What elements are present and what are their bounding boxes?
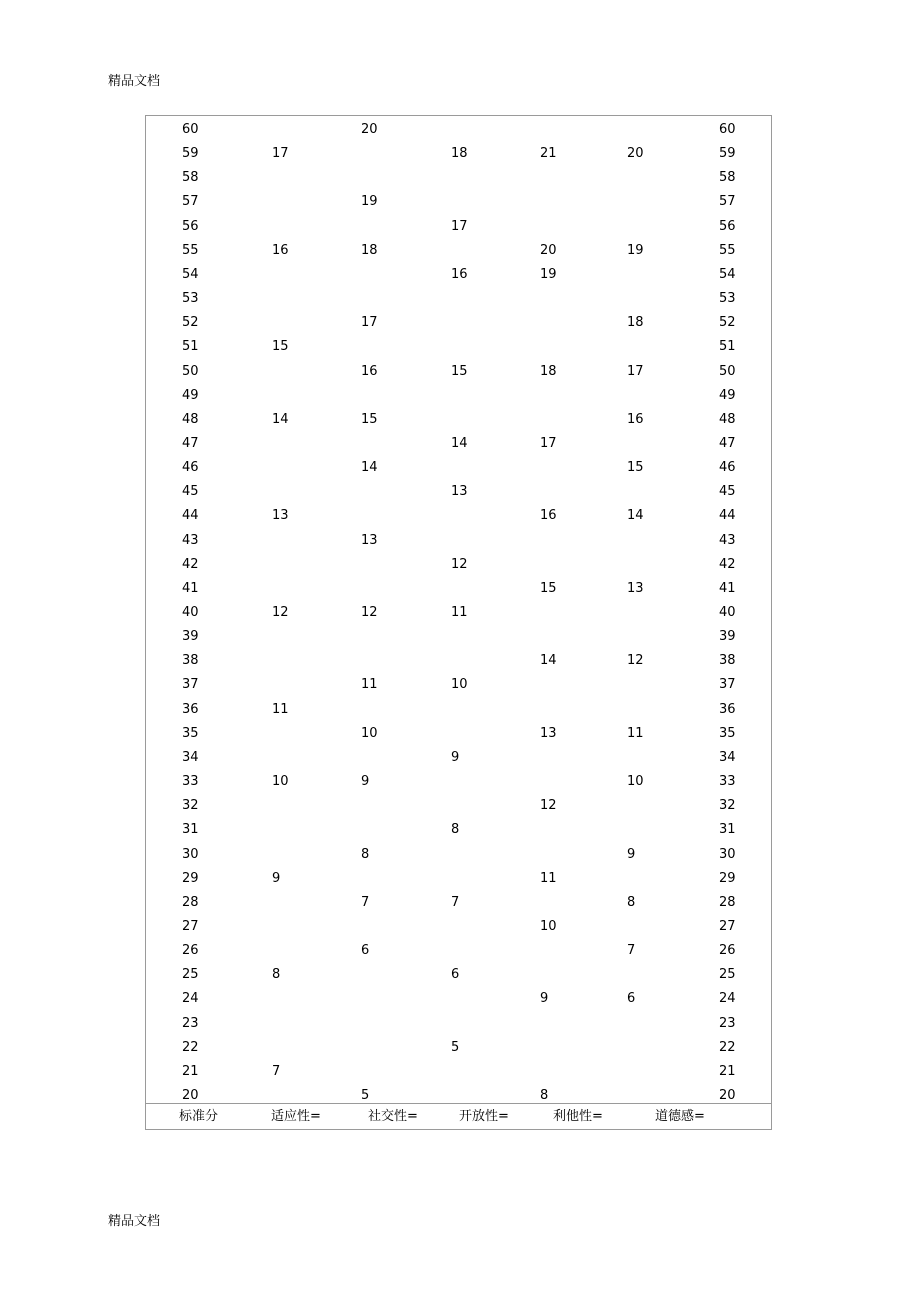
table-cell: 43 [719,532,736,548]
table-cell: 20 [361,122,378,137]
table-cell: 24 [182,991,199,1007]
table-row [146,266,771,284]
table-cell: 7 [272,1063,281,1079]
table-row [146,604,771,622]
table-cell: 17 [272,146,289,162]
table-row [146,701,771,719]
table-cell: 15 [272,339,289,355]
table-cell: 28 [719,894,736,910]
table-cell: 18 [451,146,468,162]
table-cell: 32 [182,798,199,814]
table-row [146,169,771,187]
table-cell: 26 [719,943,736,959]
table-cell: 13 [627,580,644,596]
table-row [146,435,771,453]
table-row [146,145,771,163]
table-cell: 49 [182,387,199,403]
table-cell: 12 [272,605,289,620]
table-cell: 41 [182,580,199,596]
table-cell: 15 [361,411,378,427]
table-cell: 51 [719,339,736,355]
footer-label-standard-score: 标准分 [179,1109,219,1124]
table-cell: 26 [182,943,199,959]
table-cell: 17 [540,435,557,451]
table-row [146,990,771,1008]
table-row [146,242,771,260]
table-cell: 6 [451,967,460,983]
table-cell: 21 [540,146,557,162]
table-cell: 31 [182,822,199,838]
table-row [146,894,771,912]
table-cell: 8 [627,894,636,910]
table-cell: 47 [719,435,736,451]
table-cell: 48 [719,411,736,427]
table-cell: 14 [451,435,468,451]
table-cell: 11 [540,870,557,886]
table-row [146,628,771,646]
table-cell: 34 [719,749,736,765]
table-row [146,676,771,694]
table-cell: 55 [719,242,736,258]
table-cell: 37 [182,677,199,693]
table-row [146,338,771,356]
table-row [146,1015,771,1033]
table-cell: 17 [451,218,468,234]
table-cell: 27 [182,918,199,934]
table-row [146,870,771,888]
table-cell: 58 [719,170,736,186]
table-cell: 9 [451,749,460,765]
table-cell: 56 [182,218,199,234]
table-cell: 51 [182,339,199,355]
table-cell: 14 [272,411,289,427]
table-cell: 8 [361,846,370,862]
table-cell: 19 [627,242,644,258]
table-cell: 20 [719,1088,736,1103]
table-cell: 17 [361,315,378,331]
table-cell: 29 [182,870,199,886]
table-cell: 16 [361,363,378,379]
table-cell: 14 [361,460,378,476]
table-row [146,797,771,815]
table-cell: 53 [182,291,199,306]
table-cell: 59 [182,146,199,162]
table-row [146,966,771,984]
table-cell: 17 [627,363,644,379]
table-cell: 18 [361,242,378,258]
footer-label-altruism: 利他性= [553,1109,603,1124]
table-cell: 9 [272,870,281,886]
table-cell: 9 [361,774,370,789]
table-cell: 33 [182,774,199,789]
table-cell: 10 [272,774,289,789]
table-cell: 28 [182,894,199,910]
footer-label-morality: 道德感= [655,1109,705,1124]
table-cell: 15 [627,460,644,476]
table-cell: 59 [719,146,736,162]
table-row [146,411,771,429]
table-cell: 16 [272,242,289,258]
table-row [146,314,771,332]
table-cell: 10 [627,774,644,789]
table-cell: 13 [451,484,468,500]
table-cell: 57 [719,194,736,210]
table-cell: 35 [719,725,736,741]
table-cell: 20 [182,1088,199,1103]
table-cell: 14 [627,508,644,524]
table-cell: 46 [719,460,736,476]
table-row [146,507,771,525]
table-cell: 54 [182,266,199,282]
table-cell: 45 [182,484,199,500]
table-cell: 22 [182,1039,199,1055]
table-cell: 12 [540,798,557,814]
table-cell: 47 [182,435,199,451]
score-conversion-table [145,115,772,1130]
table-row [146,846,771,864]
table-cell: 16 [540,508,557,524]
table-cell: 12 [627,653,644,669]
table-cell: 43 [182,532,199,548]
table-cell: 16 [451,266,468,282]
table-cell: 18 [540,363,557,379]
table-cell: 40 [719,605,736,620]
table-cell: 25 [719,967,736,983]
table-cell: 15 [540,580,557,596]
table-cell: 55 [182,242,199,258]
table-cell: 12 [451,556,468,572]
table-row [146,1063,771,1081]
table-cell: 9 [627,846,636,862]
table-cell: 53 [719,291,736,306]
table-row [146,918,771,936]
table-cell: 42 [182,556,199,572]
table-row [146,580,771,598]
table-cell: 31 [719,822,736,838]
table-cell: 11 [451,605,468,620]
table-row [146,556,771,574]
table-cell: 23 [182,1015,199,1031]
table-cell: 60 [182,122,199,137]
table-row [146,483,771,501]
table-cell: 38 [719,653,736,669]
table-row [146,290,771,308]
table-cell: 38 [182,653,199,669]
table-row [146,821,771,839]
table-cell: 44 [719,508,736,524]
footer-label-adaptability: 适应性= [271,1109,321,1124]
table-row [146,652,771,670]
table-cell: 54 [719,266,736,282]
table-cell: 60 [719,122,736,137]
table-cell: 29 [719,870,736,886]
table-row [146,363,771,381]
table-cell: 19 [540,266,557,282]
table-cell: 36 [182,701,199,717]
table-cell: 6 [627,991,636,1007]
table-cell: 58 [182,170,199,186]
table-cell: 37 [719,677,736,693]
table-cell: 8 [540,1088,549,1103]
table-cell: 56 [719,218,736,234]
footer-label-openness: 开放性= [459,1109,509,1124]
table-row [146,773,771,791]
table-cell: 11 [272,701,289,717]
table-row [146,942,771,960]
table-cell: 33 [719,774,736,789]
table-cell: 8 [451,822,460,838]
table-cell: 50 [719,363,736,379]
table-cell: 10 [451,677,468,693]
table-cell: 50 [182,363,199,379]
table-cell: 20 [540,242,557,258]
table-cell: 40 [182,605,199,620]
page-header: 精品文档 [108,74,161,89]
table-cell: 24 [719,991,736,1007]
table-row [146,532,771,550]
table-cell: 7 [451,894,460,910]
table-cell: 46 [182,460,199,476]
table-cell: 15 [451,363,468,379]
table-row [146,459,771,477]
table-row [146,218,771,236]
table-cell: 18 [627,315,644,331]
table-cell: 19 [361,194,378,210]
table-cell: 9 [540,991,549,1007]
table-cell: 42 [719,556,736,572]
table-cell: 34 [182,749,199,765]
table-cell: 48 [182,411,199,427]
table-cell: 35 [182,725,199,741]
table-cell: 57 [182,194,199,210]
table-cell: 7 [361,894,370,910]
table-cell: 52 [719,315,736,331]
table-cell: 30 [182,846,199,862]
table-footer-row [146,1108,771,1126]
table-cell: 39 [182,629,199,645]
table-cell: 6 [361,943,370,959]
table-row [146,749,771,767]
table-cell: 45 [719,484,736,500]
table-cell: 27 [719,918,736,934]
table-cell: 20 [627,146,644,162]
table-cell: 30 [719,846,736,862]
table-cell: 32 [719,798,736,814]
table-cell: 39 [719,629,736,645]
table-divider [146,1103,771,1104]
table-row [146,121,771,139]
table-cell: 16 [627,411,644,427]
table-cell: 13 [361,532,378,548]
table-cell: 44 [182,508,199,524]
table-row [146,193,771,211]
table-cell: 7 [627,943,636,959]
table-cell: 12 [361,605,378,620]
table-cell: 23 [719,1015,736,1031]
table-cell: 10 [540,918,557,934]
table-cell: 52 [182,315,199,331]
table-cell: 36 [719,701,736,717]
table-cell: 13 [540,725,557,741]
table-row [146,1039,771,1057]
table-cell: 21 [719,1063,736,1079]
table-cell: 49 [719,387,736,403]
table-cell: 8 [272,967,281,983]
footer-label-sociability: 社交性= [368,1109,418,1124]
table-cell: 5 [451,1039,460,1055]
table-cell: 11 [627,725,644,741]
table-row [146,725,771,743]
page-footer: 精品文档 [108,1214,161,1229]
table-cell: 25 [182,967,199,983]
table-cell: 14 [540,653,557,669]
table-cell: 21 [182,1063,199,1079]
table-row [146,387,771,405]
table-cell: 41 [719,580,736,596]
table-cell: 13 [272,508,289,524]
table-cell: 5 [361,1088,370,1103]
table-cell: 22 [719,1039,736,1055]
table-cell: 11 [361,677,378,693]
table-cell: 10 [361,725,378,741]
